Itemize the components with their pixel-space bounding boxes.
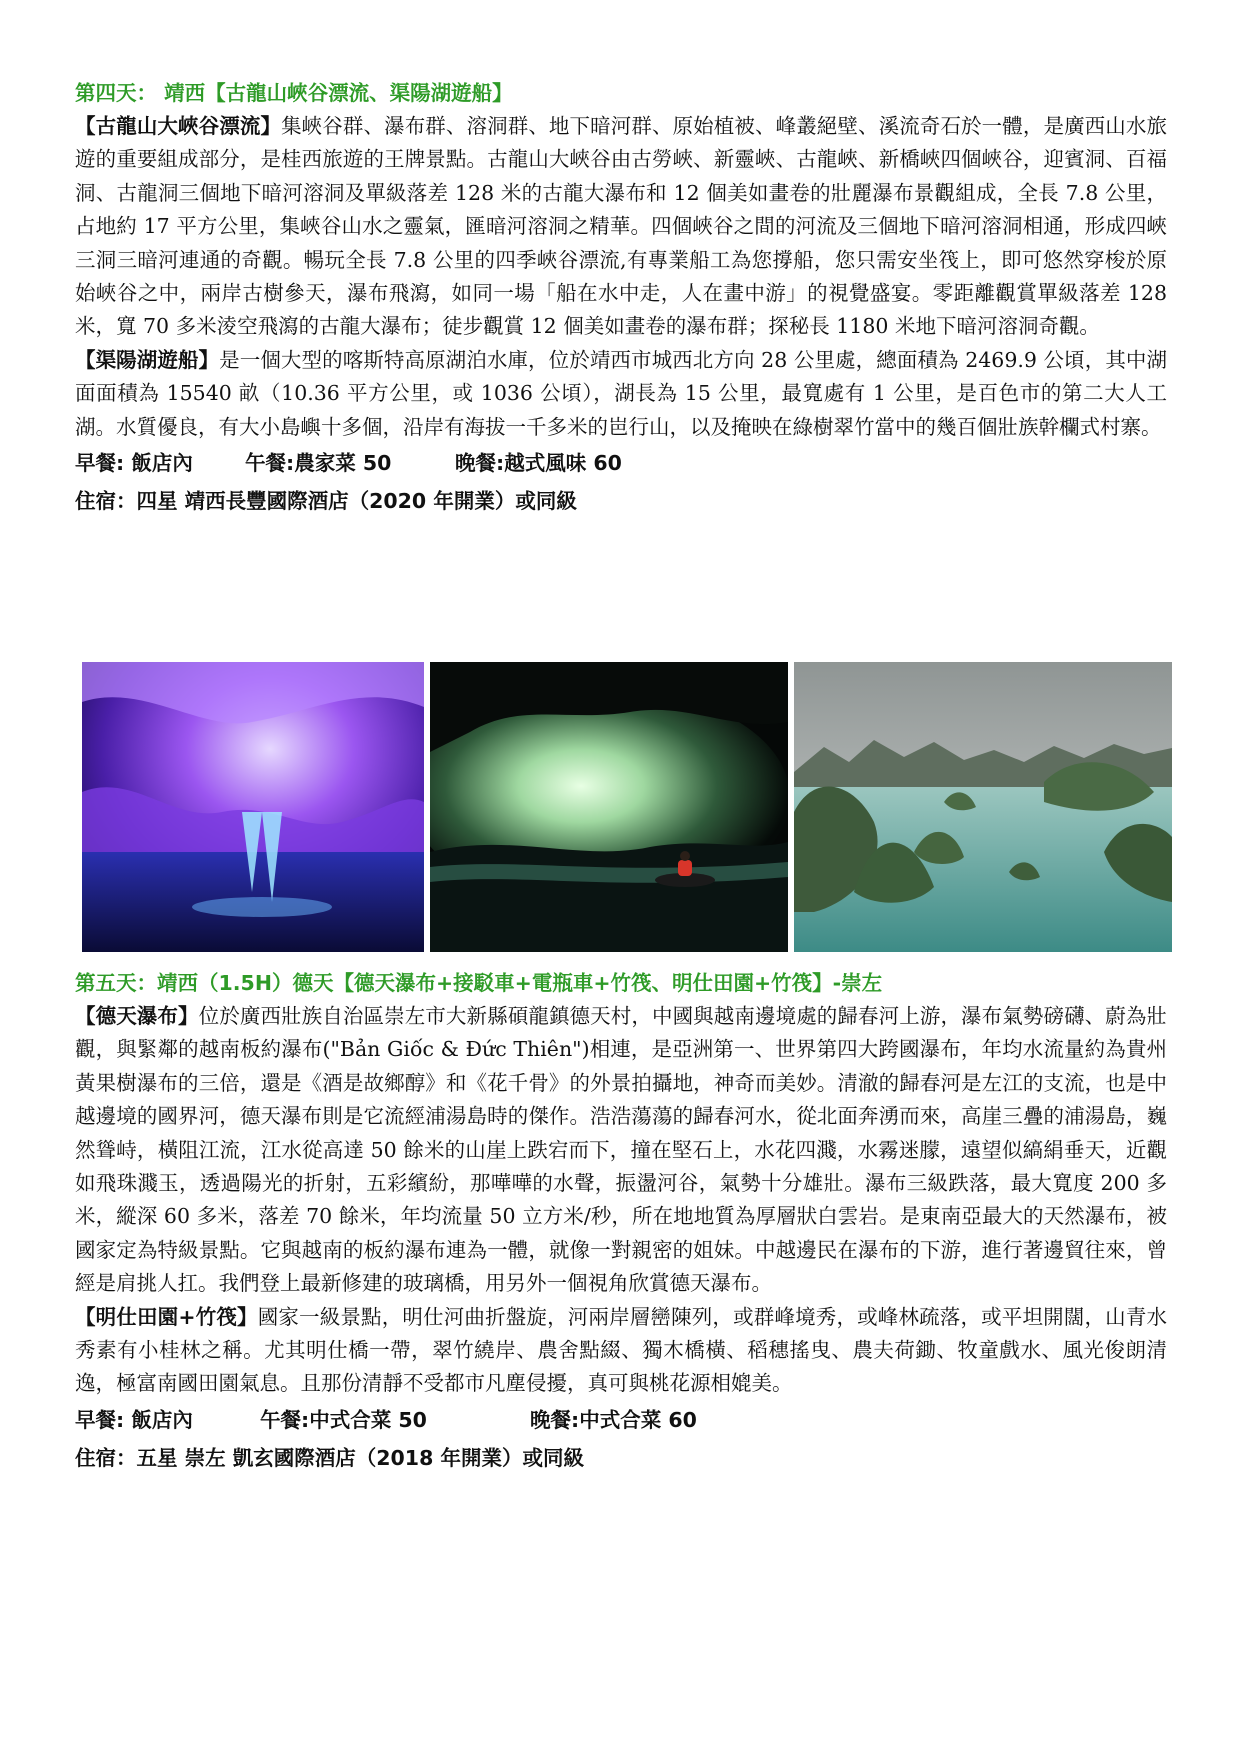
gulongshan-label: 【古龍山大峽谷漂流】 (75, 114, 282, 138)
day-four-section (75, 76, 1167, 520)
detian-text: 位於廣西壯族自治區崇左市大新縣碩龍鎮德天村，中國與越南邊境處的歸春河上游，瀑布氣勢磅礴、蔚為壯觀，與緊鄰的越南板約瀑布("Bản Giốc & Đức Thiên")相連，是亞洲第一、世界第四大跨國瀑布，年均水流量約為貴州黃果樹瀑布的三倍，還是《酒是故鄉醇》和《花千骨》的外景拍攝地，神奇而美妙。清澈的歸春河是左江的支流，也是中越邊境的國界河，德天瀑布則是它流經浦湯島時的傑作。浩浩蕩蕩的歸春河水，從北面奔湧而來，高崖三疊的浦湯島，巍然聳峙，橫阻江流，江水從高達 50 餘米的山崖上跌宕而下，撞在堅石上，水花四濺，水霧迷朦，遠望似縞絹垂天，近觀如飛珠濺玉，透過陽光的折射，五彩繽紛，那嘩嘩的水聲，振盪河谷，氣勢十分雄壯。瀑布三級跌落，最大寬度 200 多米，縱深 60 多米，落差 70 餘米，年均流量 50 立方米/秒，所在地地質為厚層狀白雲岩。是東南亞最大的天然瀑布，被國家定為特級景點。它與越南的板約瀑布連為一體，就像一對親密的姐妹。中越邊民在瀑布的下游，進行著邊貿往來，曾經是肩挑人扛。我們登上最新修建的玻璃橋，用另外一個視角欣賞德天瀑布。 (75, 1004, 1168, 1296)
day-five-hotel: 住宿：五星 崇左 凱玄國際酒店（2018 年開業）或同級 (75, 1445, 584, 1470)
day-four-meals (75, 444, 1167, 482)
quyang-lake-paragraph (75, 344, 1167, 444)
gulongshan-paragraph (75, 110, 1167, 344)
mingshi-paragraph (75, 1301, 1167, 1401)
breakfast-info: 早餐: 飯店內 (75, 451, 193, 476)
day-four-hotel: 住宿：四星 靖西長豐國際酒店（2020 年開業）或同級 (75, 489, 577, 514)
day-five-title: 第五天：靖西（1.5H）德天【德天瀑布+接駁車+電瓶車+竹筏、明仕田園+竹筏】-崇左 (75, 971, 883, 995)
breakfast-info: 早餐: 飯店內 (75, 1407, 193, 1432)
quyang-lake-text: 是一個大型的喀斯特高原湖泊水庫，位於靖西市城西北方向 28 公里處，總面積為 2469.9 公頃，其中湖面面積為 15540 畝（10.36 平方公里，或 1036 公頃），湖長為 15 公里，最寬處有 1 公里，是百色市的第二大人工湖。水質優良，有大小島嶼十多個，沿岸有海拔一千多米的岜行山，以及掩映在綠樹翠竹當中的幾百個壯族幹欄式村寨。 (75, 347, 1167, 439)
photo-strip (82, 662, 1172, 952)
day-five-meals (75, 1401, 1167, 1439)
quyang-lake-label: 【渠陽湖遊船】 (75, 347, 220, 372)
detian-paragraph (75, 1000, 1167, 1301)
detian-label: 【德天瀑布】 (75, 1004, 199, 1028)
cave-kayak-photo (430, 662, 788, 952)
mingshi-text: 國家一級景點，明仕河曲折盤旋，河兩岸層巒陳列，或群峰境秀，或峰林疏落，或平坦開闊，山青水秀素有小桂林之稱。尤其明仕橋一帶，翠竹繞岸、農舍點綴、獨木橋橫、稻穗搖曳、農夫荷鋤、牧童戲水、風光俊朗清逸，極富南國田園氣息。且那份清靜不受都市凡塵侵擾，真可與桃花源相媲美。 (75, 1304, 1167, 1396)
day-five-section (75, 966, 1167, 1477)
day-four-title: 第四天： 靖西【古龍山峽谷漂流、渠陽湖遊船】 (75, 81, 513, 105)
lunch-info: 午餐:農家菜 50 (245, 451, 392, 476)
lake-islands-photo (794, 662, 1172, 952)
gulongshan-text: 集峽谷群、瀑布群、溶洞群、地下暗河群、原始植被、峰叢絕壁、溪流奇石於一體，是廣西山水旅遊的重要組成部分，是桂西旅遊的王牌景點。古龍山大峽谷由古勞峽、新靈峽、古龍峽、新橋峽四個峽谷，迎賓洞、百福洞、古龍洞三個地下暗河溶洞及單級落差 128 米的古龍大瀑布和 12 個美如畫卷的壯麗瀑布景觀組成，全長 7.8 公里，占地約 17 平方公里，集峽谷山水之靈氣，匯暗河溶洞之精華。四個峽谷之間的河流及三個地下暗河溶洞相通，形成四峽三洞三暗河連通的奇觀。暢玩全長 7.8 公里的四季峽谷漂流,有專業船工為您撐船，您只需安坐筏上，即可悠然穿梭於原始峽谷之中，兩岸古樹參天，瀑布飛瀉，如同一場「船在水中走，人在畫中游」的視覺盛宴。零距離觀賞單級落差 128 米，寬 70 多米淩空飛瀉的古龍大瀑布；徒步觀賞 12 個美如畫卷的瀑布群；探秘長 1180 米地下暗河溶洞奇觀。 (75, 114, 1168, 339)
dinner-info: 晚餐:越式風味 60 (455, 451, 622, 476)
mingshi-label: 【明仕田園+竹筏】 (75, 1304, 258, 1329)
purple-cave-waterfall-photo (82, 662, 424, 952)
lunch-info: 午餐:中式合菜 50 (260, 1407, 427, 1432)
dinner-info: 晚餐:中式合菜 60 (530, 1407, 697, 1432)
